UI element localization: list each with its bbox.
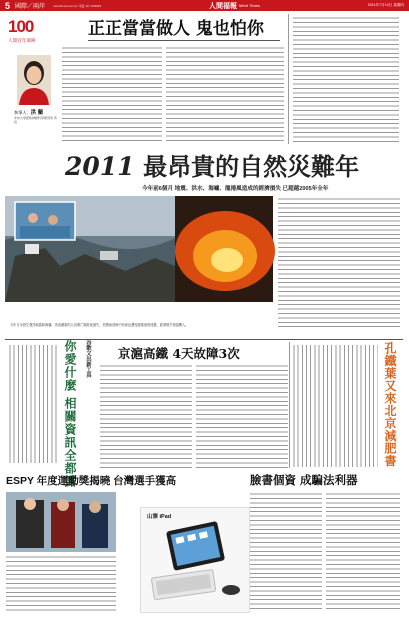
column-body-3 [293,16,399,142]
author-bio: 中央大學認知神經科學研究所 所長 [14,116,57,125]
column-rule [88,40,280,41]
espy-headline: ESPY 年度運動獎揭曉 台灣選手獲高 [6,475,177,487]
column-divider [288,14,289,144]
feature-caption: 今年日本發生強烈地震和海嘯，造成嚴重的人員傷亡與財產損失，美國南部與中西部也遭受龍捲風的侵襲，經濟損失相當驚人。 [10,323,189,327]
feature-subtitle: 今年前6個月 地震、洪水、海嘯、龍捲風造成的經濟損失 已超越2005年全年 [142,186,329,192]
author-line [14,108,58,116]
column-body-1 [62,46,162,142]
column-body-2 [166,46,284,142]
author-photo [17,55,51,105]
disaster-collage-image [5,196,273,302]
google-headline: 你愛什麼 相關資訊全都露 [63,340,77,489]
hsr-body-1 [100,364,192,468]
author-prefix: 執筆人： [14,110,31,115]
facebook-body-1 [250,492,322,610]
paper-name: 人間福報 [209,0,238,10]
rail-story-body [292,345,378,467]
espy-image [6,492,116,552]
feature-body [278,197,400,329]
logo-number: 100 [8,17,34,36]
feature-photo [5,196,273,302]
espy-photo [6,492,116,552]
section-name: 國際／兩岸 [15,4,46,10]
feature-title-text: 最昂貴的自然災難年 [143,152,360,181]
ipad-photo [140,507,250,613]
page-number: 5 [5,0,11,11]
ipad-image [141,508,249,612]
hsr-headline: 京滬高鐵 4天故障3次 [118,346,240,361]
hsr-body-2 [196,364,288,468]
portrait-illustration [17,55,51,105]
masthead-url: www.rfbmerit.com.tw / 電話: (07) 0000000 [53,4,102,8]
paper-en: Merit Times [239,3,260,8]
column-logo [8,18,50,50]
google-body [8,345,60,463]
right-divider [289,342,290,468]
espy-body [6,555,116,611]
masthead-bar [0,0,409,11]
rail-story-headline: 孔鐵葉又來北京減肥書 [383,342,397,467]
google-kicker: 谷歌又出新工具 [85,340,91,378]
ipad-label: 山寨 iPad [147,514,172,520]
issue-date: 2011年7月14日 星期四 [367,3,404,7]
feature-title-year: 2011 [65,152,135,181]
feature-title [65,147,359,182]
paper-logo [209,1,260,11]
facebook-headline: 臉書個資 成騙法利器 [250,473,358,487]
facebook-body-2 [326,492,400,610]
logo-caption: 人間百年筆陣 [8,38,36,43]
author-name: 洪 蘭 [30,110,44,116]
column-headline: 正正當當做人 鬼也怕你 [88,19,264,39]
